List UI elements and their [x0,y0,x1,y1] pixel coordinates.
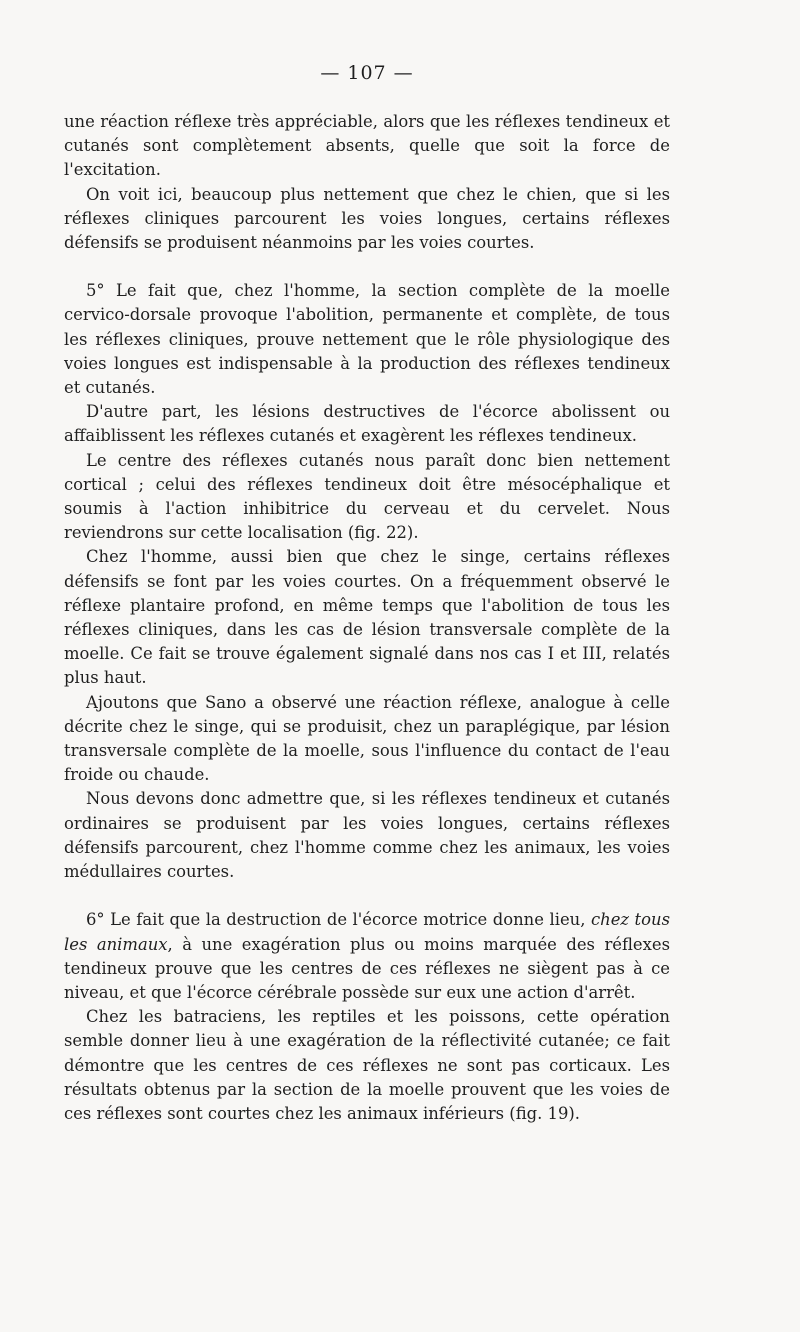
paragraph-point-6-end: , à une exagération plus ou moins marquée des réflexes tendineux prouve que les centres de ces réflexes ne siègent pas à ce niveau, et que l'écorce cérébrale possède sur eux une action d'arrêt. [64,934,670,1002]
page-number: — 107 — [320,62,414,84]
paragraph-point-6-start: 6° Le fait que la destruction de l'écorce motrice donne lieu, [86,910,591,930]
paragraph-continuation: une réaction réflexe très appréciable, alors que les réflexes tendineux et cutanés sont complètement absents, quelle que soit la force de l'excitation. [64,112,670,180]
paragraph-conclusion: Nous devons donc admettre que, si les réflexes tendineux et cutanés ordinaires se produisent par les voies longues, certains réflexes défensifs parcourent, chez l'homme comme chez les animaux, les voies médullaires courtes. [64,789,670,882]
paragraph-point-6-italic: chez tous les animaux [64,910,670,954]
paragraph-man-and-monkey: Chez l'homme, aussi bien que chez le singe, certains réflexes défensifs se font par les voies courtes. On a fréquemment observé le réflexe plantaire profond, en même temps que l'abolition de tous les réflexes cliniques, dans les cas de lésion transversale complète de la moelle. Ce fait se trouve également signalé dans nos cas I et III, relatés plus haut. [64,547,670,688]
paragraph-sano: Ajoutons que Sano a observé une réaction réflexe, analogue à celle décrite chez le singe, qui se produisit, chez un paraplégique, par lésion transversale complète de la moelle, sous l'influence du contact de l'eau froide ou chaude. [64,692,670,785]
paragraph-cortical-center: Le centre des réflexes cutanés nous paraît donc bien nettement cortical ; celui des réflexes tendineux doit être mésocéphalique et soumis à l'action inhibitrice du cerveau et du cervelet. Nous reviendrons sur cette localisation (fig. 22). [64,450,670,543]
paragraph-point-6 [64,908,670,1005]
paragraph-point-5: 5° Le fait que, chez l'homme, la section complète de la moelle cervico-dorsale provoque l'abolition, permanente et complète, de tous les réflexes cliniques, prouve nettement que le rôle physiologique des voies longues est indispensable à la production des réflexes tendineux et cutanés. [64,281,670,398]
book-page [64,62,670,1126]
paragraph-lower-animals: Chez les batraciens, les reptiles et les poissons, cette opération semble donner lieu à une exagération de la réflectivité cutanée; ce fait démontre que les centres de ces réflexes ne sont pas corticaux. Les résultats obtenus par la section de la moelle prouvent que les voies de ces réflexes sont courtes chez les animaux inférieurs (fig. 19). [64,1007,670,1123]
paragraph-cortex-lesions: D'autre part, les lésions destructives de l'écorce abolissent ou affaiblissent les réflexes cutanés et exagèrent les réflexes tendineux. [64,402,670,446]
paragraph-dog-comparison: On voit ici, beaucoup plus nettement que chez le chien, que si les réflexes cliniques parcourent les voies longues, certains réflexes défensifs se produisent néanmoins par les voies courtes. [64,184,670,253]
